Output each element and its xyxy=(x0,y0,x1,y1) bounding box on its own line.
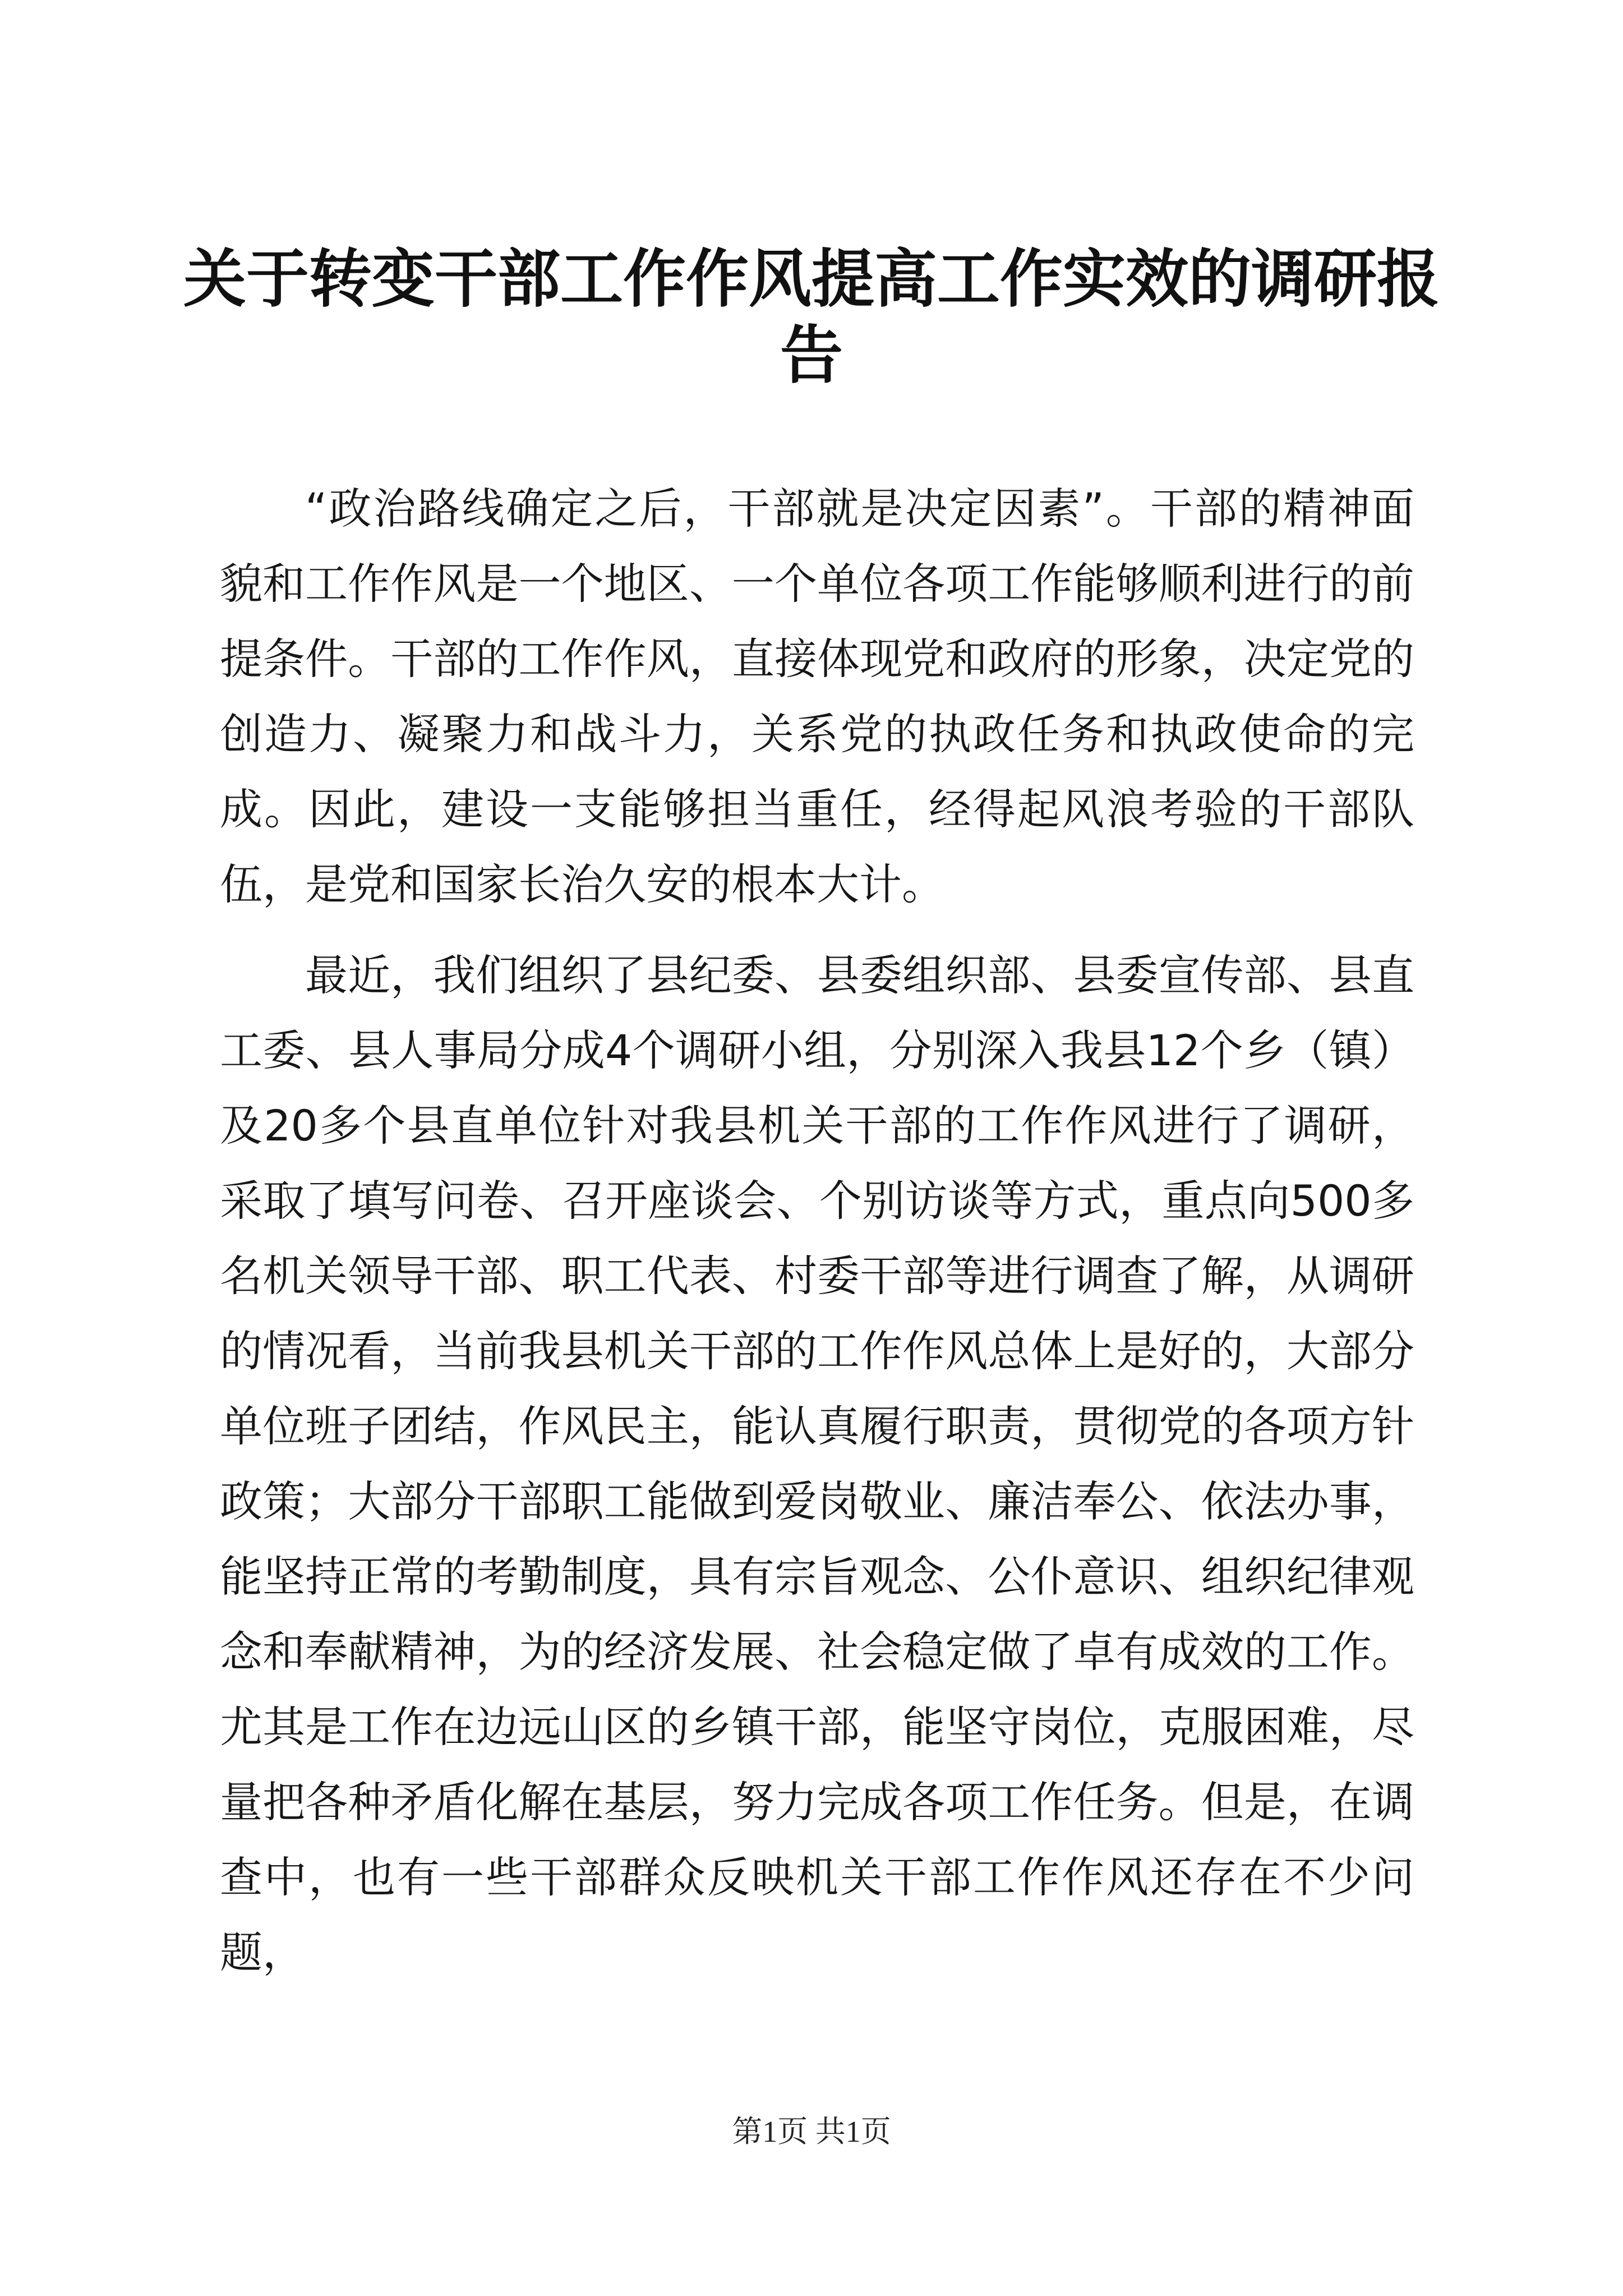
document-title: 关于转变干部工作作风提高工作实效的调研报告 xyxy=(183,242,1440,392)
paragraph-2: 最近，我们组织了县纪委、县委组织部、县委宣传部、县直工委、县人事局分成4个调研小组，分别深入我县12个乡（镇）及20多个县直单位针对我县机关干部的工作作风进行了调研，采取了填写问卷、召开座谈会、个别访谈等方式，重点向500多名机关领导干部、职工代表、村委干部等进行调查了解，从调研的情况看，当前我县机关干部的工作作风总体上是好的，大部分单位班子团结，作风民主，能认真履行职责，贯彻党的各项方针政策；大部分干部职工能做到爱岗敬业、廉洁奉公、依法办事，能坚持正常的考勤制度，具有宗旨观念、公仆意识、组织纪律观念和奉献精神，为的经济发展、社会稳定做了卓有成效的工作。尤其是工作在边远山区的乡镇干部，能坚守岗位，克服困难，尽量把各种矛盾化解在基层，努力完成各项工作任务。但是，在调查中，也有一些干部群众反映机关干部工作作风还存在不少问题， xyxy=(220,950,1414,1977)
paragraph-1: “政治路线确定之后，干部就是决定因素”。干部的精神面貌和工作作风是一个地区、一个单位各项工作能够顺利进行的前提条件。干部的工作作风，直接体现党和政府的形象，决定党的创造力、凝聚力和战斗力，关系党的执政任务和执政使命的完成。因此，建设一支能够担当重任，经得起风浪考验的干部队伍，是党和国家长治久安的根本大计。 xyxy=(220,484,1414,909)
page-footer: 第1页 共1页 xyxy=(732,2115,891,2148)
document-body xyxy=(220,471,1414,2006)
